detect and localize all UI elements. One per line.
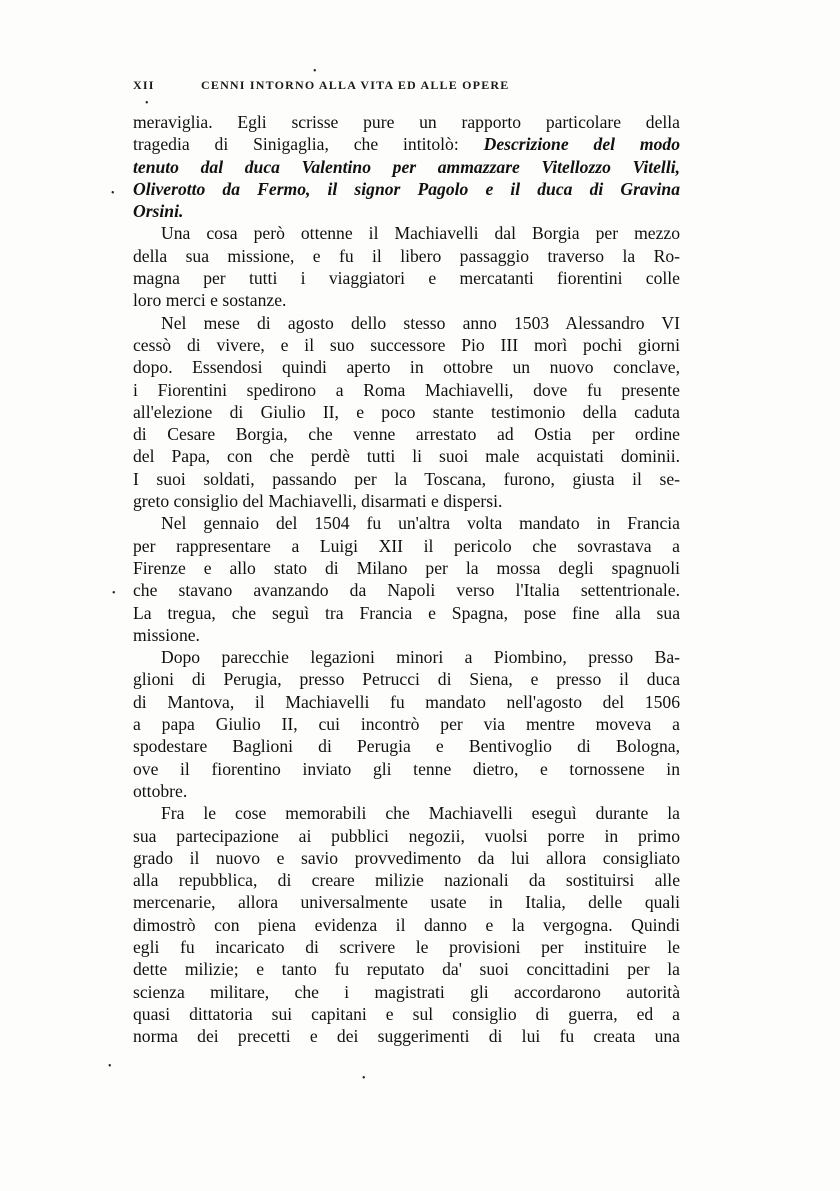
text-line: i Fiorentini spedirono a Roma Machiavelli, dove fu presente [133,379,680,400]
scan-speck: • [362,1073,366,1084]
page-header [133,78,679,100]
text-line: Una cosa però ottenne il Machiavelli dal Borgia per mezzo [161,223,680,244]
text-line: norma dei precetti e dei suggerimenti di lui fu creata una [133,1026,680,1047]
text-line: Nel gennaio del 1504 fu un'altra volta mandato in Francia [161,513,680,534]
italic-title: Descrizione del modo [483,134,680,155]
scan-speck: • [145,98,149,109]
text-line: sua partecipazione ai pubblici negozii, vuolsi porre in primo [133,825,680,846]
text-line: loro merci e sostanze. [133,290,287,311]
scan-speck: • [112,588,116,599]
text-line: della sua missione, e fu il libero passaggio traverso la Ro- [133,245,680,266]
text-line: La tregua, che seguì tra Francia e Spagna, pose fine alla sua [133,602,680,623]
text-line: per rappresentare a Luigi XII il pericolo che sovrastava a [133,535,680,556]
text-line: Firenze e allo stato di Milano per la mossa degli spagnuoli [133,557,680,578]
scan-speck: • [111,188,115,199]
text-line: di Cesare Borgia, che venne arrestato ad Ostia per ordine [133,424,680,445]
page-body [133,111,680,1047]
scan-speck: • [108,1061,112,1072]
text-line: scienza militare, che i magistrati gli accordarono autorità [133,981,680,1002]
text-line: I suoi soldati, passando per la Toscana, furono, giusta il se- [133,468,680,489]
text-line: che stavano avanzando da Napoli verso l'Italia settentrionale. [133,580,680,601]
scan-speck: • [313,66,317,77]
text-line: grado il nuovo e savio provvedimento da lui allora consigliato [133,847,680,868]
text-line: dette milizie; e tanto fu reputato da' suoi concittadini per la [133,959,680,980]
page-number: XII [133,78,155,92]
text-line: mercenarie, allora universalmente usate in Italia, delle quali [133,892,680,913]
running-title: CENNI INTORNO ALLA VITA ED ALLE OPERE [201,78,510,92]
text-line: Dopo parecchie legazioni minori a Piombino, presso Ba- [161,647,680,668]
text-line: greto consiglio del Machiavelli, disarmati e dispersi. [133,491,503,512]
paragraph [133,312,680,513]
text-line: dimostrò con piena evidenza il danno e la vergogna. Quindi [133,914,680,935]
text-line: dopo. Essendosi quindi aperto in ottobre un nuovo conclave, [133,357,680,378]
italic-title-line: Oliverotto da Fermo, il signor Pagolo e il duca di Gravina [133,178,680,199]
italic-title-line: tenuto dal duca Valentino per ammazzare Vitellozzo Vitelli, [133,156,680,177]
text-line: magna per tutti i viaggiatori e mercatanti fiorentini colle [133,268,680,289]
text-line: del Papa, con che perdè tutti li suoi male acquistati dominii. [133,446,680,467]
text-line: alla repubblica, di creare milizie nazionali da sostituirsi alle [133,870,680,891]
text-line: ottobre. [133,780,188,801]
text-line: missione. [133,624,200,645]
text-line: di Mantova, il Machiavelli fu mandato nell'agosto del 1506 [133,691,680,712]
text-line: tragedia di Sinigaglia, che intitolò: Descrizione del modo [133,134,680,155]
paragraph [133,111,680,222]
text-line: ove il fiorentino inviato gli tenne dietro, e tornossene in [133,758,680,779]
text-line: glioni di Perugia, presso Petrucci di Siena, e presso il duca [133,669,680,690]
paragraph [133,646,680,802]
paragraph [133,802,680,1047]
text-line: all'elezione di Giulio II, e poco stante testimonio della caduta [133,401,680,422]
paragraph [133,222,680,311]
text-line: spodestare Baglioni di Perugia e Bentivoglio di Bologna, [133,736,680,757]
text-line: cessò di vivere, e il suo successore Pio III morì pochi giorni [133,334,680,355]
text-line: egli fu incaricato di scrivere le provisioni per instituire le [133,936,680,957]
italic-title-line: Orsini. [133,201,184,222]
text-line: Nel mese di agosto dello stesso anno 1503 Alessandro VI [161,312,680,333]
paragraph [133,512,680,646]
text-line: meraviglia. Egli scrisse pure un rapporto particolare della [133,112,680,132]
text-line: Fra le cose memorabili che Machiavelli eseguì durante la [161,803,680,824]
text-line: a papa Giulio II, cui incontrò per via mentre moveva a [133,714,680,735]
text-line: quasi dittatoria sui capitani e sul consiglio di guerra, ed a [133,1003,680,1024]
